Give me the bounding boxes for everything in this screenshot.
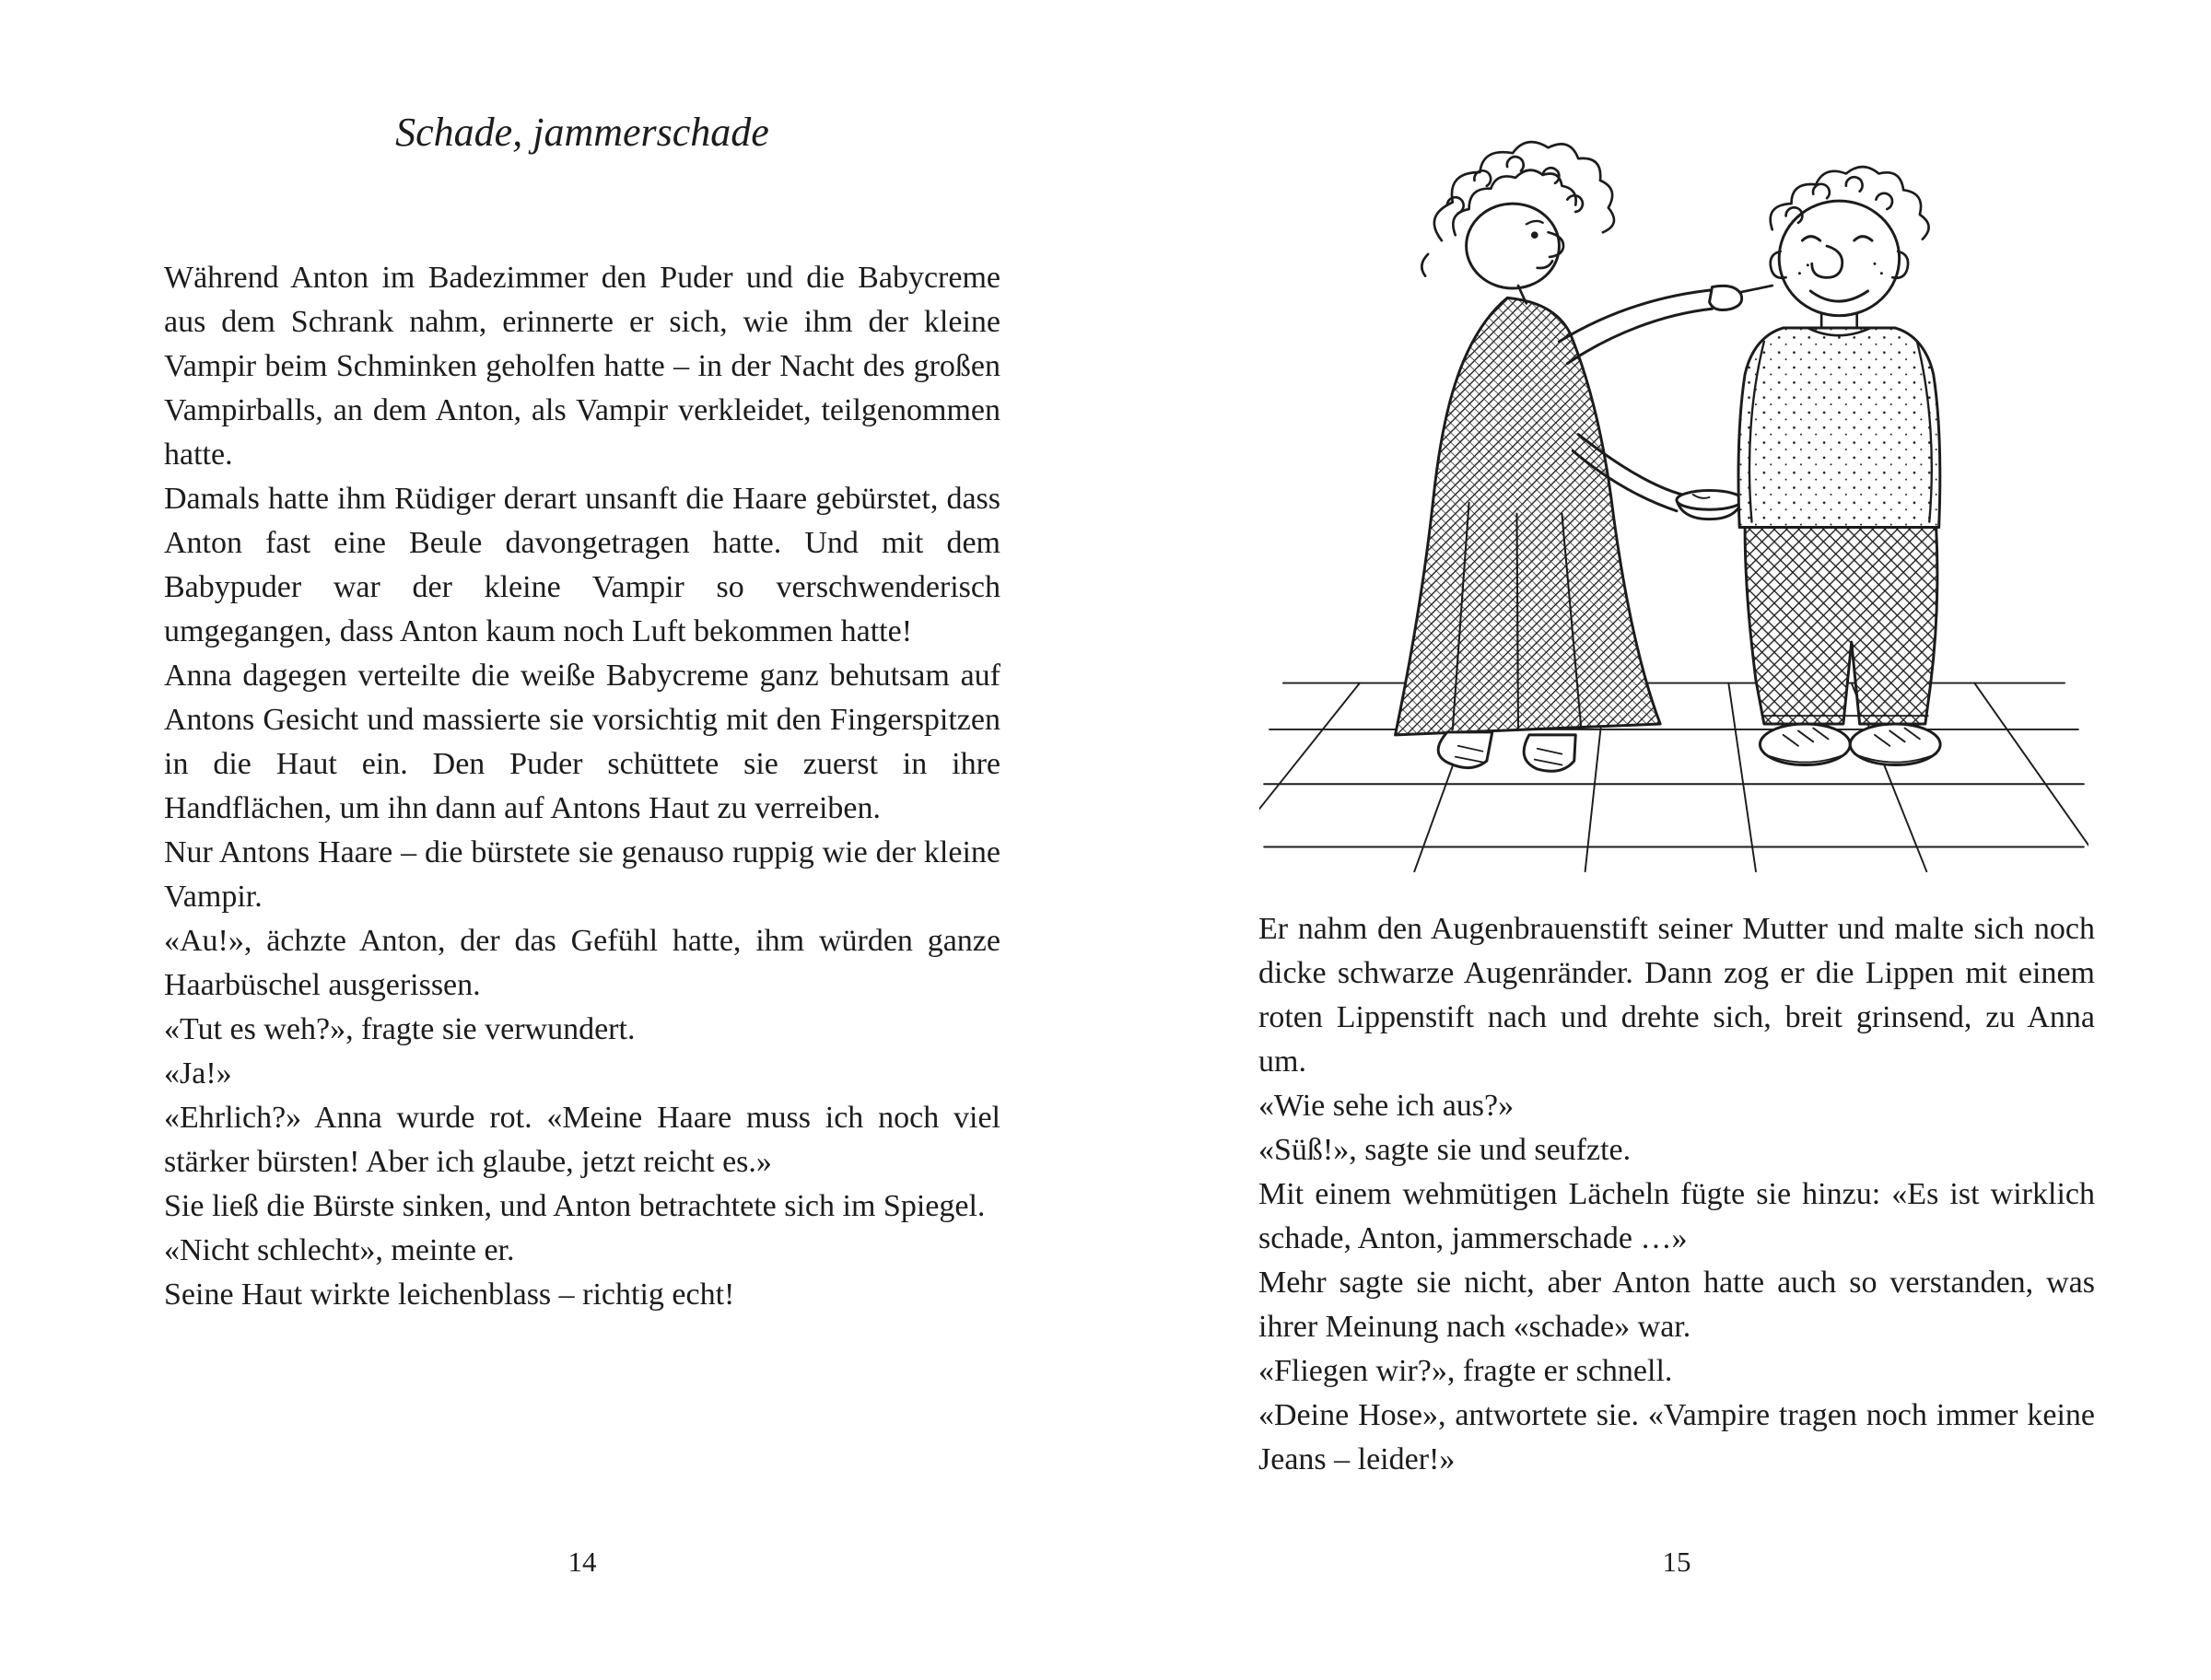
paragraph: «Fliegen wir?», fragte er schnell. bbox=[1258, 1354, 1673, 1388]
figure-anton bbox=[1738, 167, 1940, 764]
paragraph: Mehr sagte sie nicht, aber Anton hatte auch so verstanden, was ihrer Meinung nach «schade» war. bbox=[1258, 1266, 2095, 1344]
left-page-body bbox=[164, 256, 1000, 1317]
paragraph: «Wie sehe ich aus?» bbox=[1258, 1089, 1515, 1123]
illustration-drawing bbox=[1259, 93, 2088, 885]
illustration bbox=[1246, 88, 2102, 890]
right-page bbox=[1106, 0, 2211, 1680]
paragraph: «Deine Hose», antwortete sie. «Vampire tragen noch immer keine Jeans – leider!» bbox=[1258, 1398, 2095, 1476]
chapter-title: Schade, jammerschade bbox=[395, 110, 769, 155]
paragraph: Nur Antons Haare – die bürstete sie genauso ruppig wie der kleine Vampir. bbox=[164, 835, 1000, 914]
paragraph: «Au!», ächzte Anton, der das Gefühl hatte, ihm würden ganze Haarbüschel ausgerissen. bbox=[164, 924, 1000, 1002]
paragraph: Damals hatte ihm Rüdiger derart unsanft die Haare gebürstet, dass Anton fast eine Beule davongetragen hatte. Und mit dem Babypuder war der kleine Vampir so verschwenderisch umgegangen, dass Anton kaum noch Luft bekommen hatte! bbox=[164, 482, 1000, 648]
paragraph: «Tut es weh?», fragte sie verwundert. bbox=[164, 1012, 636, 1046]
right-page-body bbox=[1258, 907, 2095, 1482]
paragraph: «Nicht schlecht», meinte er. bbox=[164, 1233, 515, 1267]
paragraph: Anna dagegen verteilte die weiße Babycreme ganz behutsam auf Antons Gesicht und massierte sie vorsichtig mit den Fingerspitzen in die Haut ein. Den Puder schüttete sie zuerst in ihre Handflächen, um ihn dann auf Antons Haut zu verreiben. bbox=[164, 659, 1000, 825]
paragraph: Sie ließ die Bürste sinken, und Anton betrachtete sich im Spiegel. bbox=[164, 1189, 986, 1223]
page-number-right: 15 bbox=[1662, 1546, 1691, 1578]
paragraph: «Ehrlich?» Anna wurde rot. «Meine Haare muss ich noch viel stärker bürsten! Aber ich glaube, jetzt reicht es.» bbox=[164, 1101, 1000, 1179]
paragraph: Er nahm den Augenbrauenstift seiner Mutter und malte sich noch dicke schwarze Augenränder. Dann zog er die Lippen mit einem roten Lippenstift nach und drehte sich, breit grinsend, zu Anna um. bbox=[1258, 912, 2095, 1079]
figure-anna bbox=[1396, 142, 1772, 771]
paragraph: «Ja!» bbox=[164, 1056, 232, 1091]
paragraph: Während Anton im Badezimmer den Puder und die Babycreme aus dem Schrank nahm, erinnerte er sich, wie ihm der kleine Vampir beim Schminken geholfen hatte – in der Nacht des großen Vampirballs, an dem Anton, als Vampir verkleidet, teilgenommen hatte. bbox=[164, 261, 1000, 472]
floor-tiles bbox=[1259, 683, 2088, 872]
paragraph: Seine Haut wirkte leichenblass – richtig echt! bbox=[164, 1278, 735, 1312]
paragraph: «Süß!», sagte sie und seufzte. bbox=[1258, 1133, 1632, 1167]
page-number-left: 14 bbox=[567, 1546, 597, 1578]
paragraph: Mit einem wehmütigen Lächeln fügte sie hinzu: «Es ist wirklich schade, Anton, jammerschade …» bbox=[1258, 1177, 2095, 1255]
